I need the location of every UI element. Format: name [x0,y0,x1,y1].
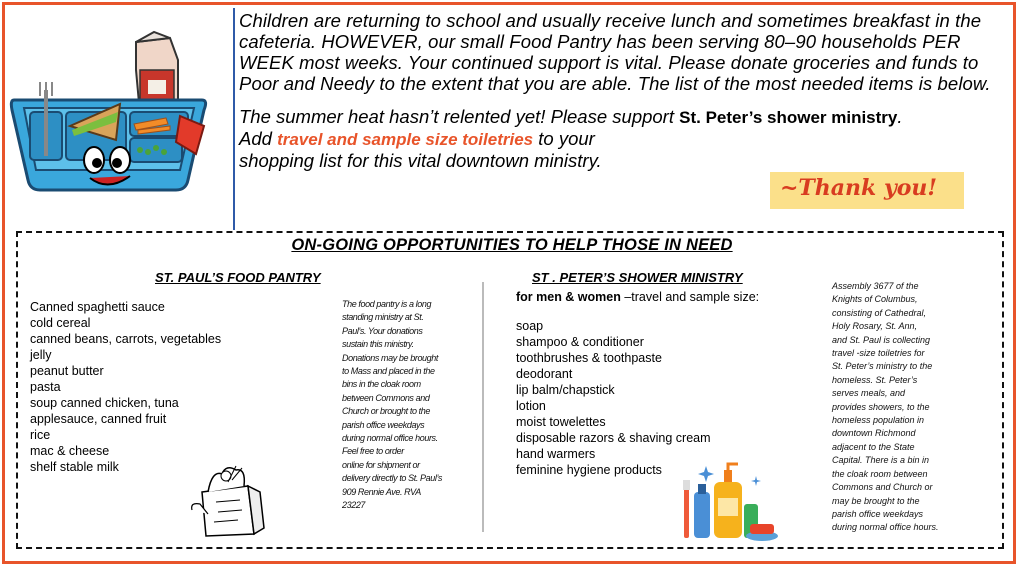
note-line: serves meals, and [832,388,906,399]
opportunities-heading: ON-GOING OPPORTUNITIES TO HELP THOSE IN NEED [291,236,733,254]
list-item: mac & cheese [30,444,110,458]
note-line: Donations may be brought [342,352,438,363]
note-line: St. Peter’s ministry to the [832,361,933,372]
list-item: moist towelettes [516,415,606,429]
note-line: homeless. St. Peter’s [832,374,918,385]
list-item: peanut butter [30,364,104,378]
list-item: rice [30,428,51,442]
note-line: delivery directly to St. Paul’s [342,473,442,484]
note-line: may be brought to the [832,495,920,506]
list-item: toothbrushes & toothpaste [516,351,662,365]
lunch-tray-icon [8,30,208,205]
list-item: disposable razors & shaving cream [516,431,711,445]
list-item: feminine hygiene products [516,463,662,477]
note-line: online for shipment or [342,459,420,470]
note-line: travel -size toiletries for [832,348,925,359]
list-item: pasta [30,380,61,394]
shower-note [832,280,962,535]
shower-title: ST . PETER’S SHOWER MINISTRY [532,270,743,285]
note-line: consisting of Cathedral, [832,307,927,318]
list-item: deodorant [516,367,573,381]
thank-you-text: ~Thank you! [780,175,938,201]
note-line: 23227 [342,500,366,511]
note-line: homeless population in [832,415,925,426]
thank-you-banner [770,172,964,209]
list-item: soup canned chicken, tuna [30,396,179,410]
list-item: hand warmers [516,447,596,461]
note-line: standing ministry at St. [342,312,424,323]
note-line: Paul’s. Your donations [342,325,423,336]
note-line: Church or brought to the [342,406,430,417]
note-line: 909 Rennie Ave. RVA [342,486,421,497]
list-item: applesauce, canned fruit [30,412,167,426]
note-line: downtown Richmond [832,428,916,439]
list-item: canned beans, carrots, vegetables [30,332,222,346]
list-item: jelly [30,348,52,362]
intro-divider [233,8,235,230]
note-line: between Commons and [342,392,430,403]
grocery-bag-icon [188,462,270,538]
pantry-note [342,298,472,513]
toiletries-highlight: travel and sample size toiletries [277,130,534,149]
note-line: parish office weekdays [832,508,924,519]
note-line: Assembly 3677 of the [832,281,919,291]
toiletries-icon [676,458,780,544]
note-line: to Mass and placed in the [342,366,435,377]
list-item: cold cereal [30,316,91,330]
column-divider [482,282,484,532]
note-line: parish office weekdays [342,419,425,430]
note-line: Knights of Columbus, [832,294,918,305]
intro-paragraph: Children are returning to school and usually receive lunch and sometimes breakfast in the cafeteria. HOWEVER, our small Food Pantry has been serving 80–90 households PER WEEK most weeks. Your continued support is vital. Please donate groceries and funds to Poor and Needy to the extent that you are able. The list of the most needed items is below. [239,10,991,94]
list-item: soap [516,319,544,333]
shower-items [516,318,711,478]
pantry-title: ST. PAUL’S FOOD PANTRY [155,270,321,285]
shower-subtitle: for men & women –travel and sample size: [516,290,760,304]
note-line: sustain this ministry. [342,339,414,350]
intro-text [239,10,1009,171]
list-item: shelf stable milk [30,460,119,474]
note-line: bins in the cloak room [342,379,421,390]
note-line: adjacent to the State [832,441,915,452]
note-line: the cloak room between [832,468,928,479]
shower-appeal: The summer heat hasn’t relented yet! Please support St. Peter’s shower ministry. Add travel and sample size toiletries to your shopping list for this vital downtown ministry. [239,106,903,171]
shower-ministry-name: St. Peter’s shower ministry [679,108,898,127]
list-item: lotion [516,399,546,413]
pantry-items [30,299,221,475]
note-line: The food pantry is a long [342,299,432,309]
note-line: Feel free to order [342,446,404,457]
note-line: Holy Rosary, St. Ann, [832,321,918,332]
note-line: Capital. There is a bin in [832,455,930,466]
note-line: Commons and Church or [832,482,933,493]
list-item: shampoo & conditioner [516,335,644,349]
note-line: provides showers, to the [832,401,930,412]
list-item: Canned spaghetti sauce [30,300,165,314]
note-line: during normal office hours. [342,433,438,444]
list-item: lip balm/chapstick [516,383,615,397]
note-line: during normal office hours. [832,522,939,533]
note-line: and St. Paul is collecting [832,334,931,345]
